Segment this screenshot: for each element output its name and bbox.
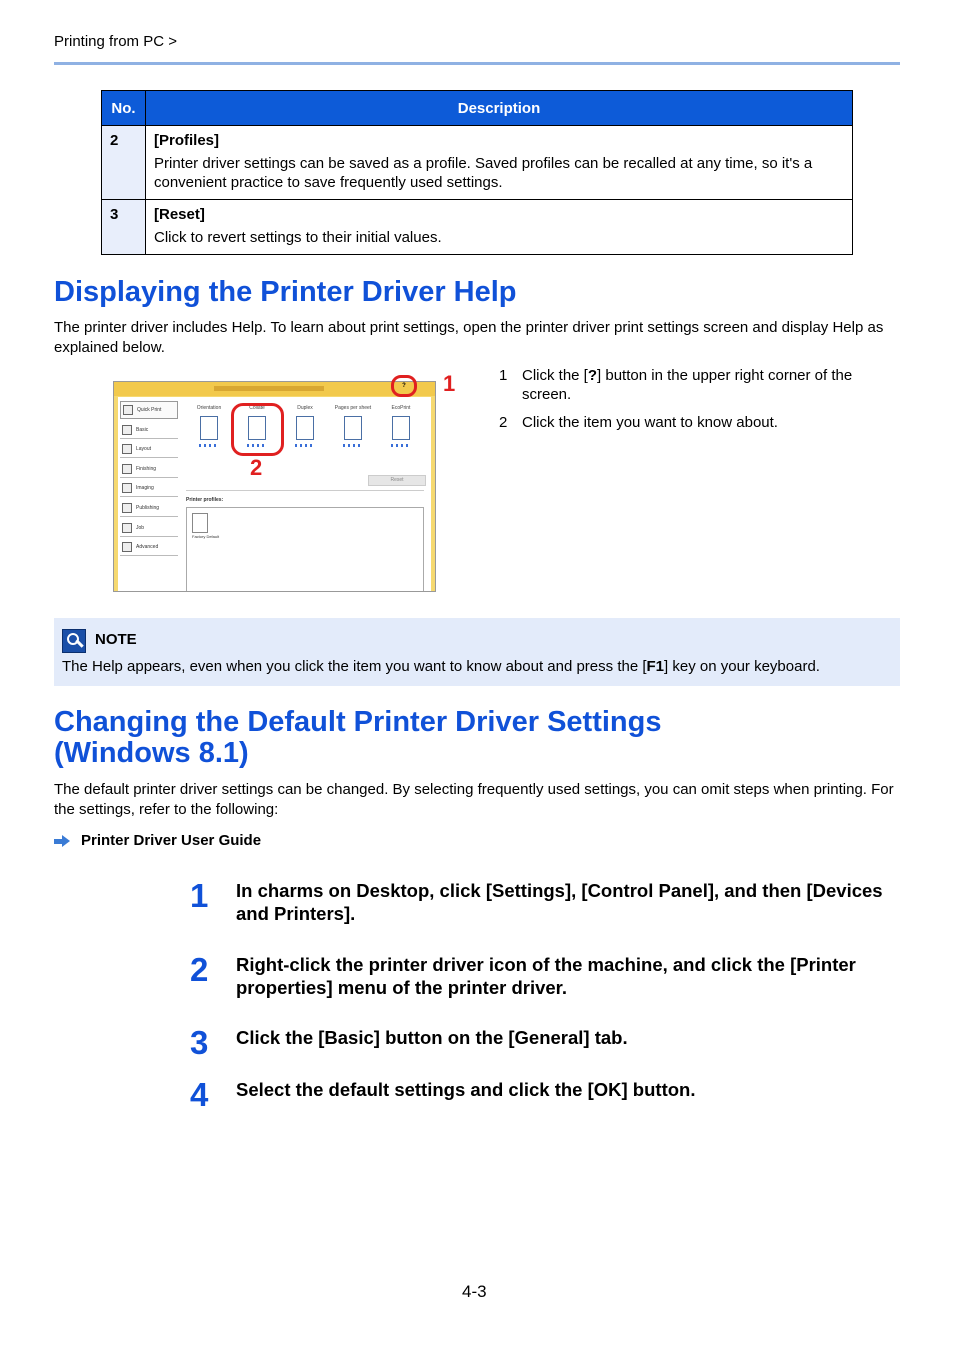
option-label: EcoPrint xyxy=(391,405,411,411)
dots-icon xyxy=(295,444,315,447)
finishing-icon xyxy=(122,464,132,474)
sidebar-item-layout xyxy=(120,441,178,458)
sidebar-item-label: Imaging xyxy=(136,485,154,492)
option-orientation xyxy=(186,405,232,447)
option-duplex xyxy=(282,405,328,447)
sidebar-item-label: Basic xyxy=(136,426,149,433)
step-number: 2 xyxy=(499,414,508,431)
option-ecoprint xyxy=(378,405,424,447)
step-text-pre: Click the [ xyxy=(522,367,588,384)
divider xyxy=(186,490,424,491)
sidebar-item-quick-print xyxy=(120,401,178,419)
profile-card-label: Factory Default xyxy=(192,534,220,539)
sidebar-item-label: Job xyxy=(136,524,145,531)
callout-2: 2 xyxy=(250,455,263,480)
screenshot-options xyxy=(186,405,422,475)
callout-1: 1 xyxy=(443,371,456,396)
driver-guide-link[interactable] xyxy=(54,832,261,849)
heading-line-2: (Windows 8.1) xyxy=(54,737,249,769)
dots-icon xyxy=(343,444,363,447)
note-text-pre: The Help appears, even when you click the item you want to know about and press the [ xyxy=(62,658,647,675)
sidebar-item-finishing xyxy=(120,461,178,478)
list-item xyxy=(499,413,879,432)
help-steps xyxy=(499,366,879,441)
link-text[interactable]: Printer Driver User Guide xyxy=(81,832,262,849)
note-text xyxy=(62,658,898,675)
job-icon xyxy=(122,523,132,533)
advanced-icon xyxy=(122,542,132,552)
section-heading-help: Displaying the Printer Driver Help xyxy=(54,276,517,308)
blurred-title xyxy=(214,386,324,391)
section-intro-help: The printer driver includes Help. To learn about print settings, open the printer driver print settings screen and display Help as explained below. xyxy=(54,319,884,356)
row-title: [Reset] xyxy=(154,206,205,223)
list-item xyxy=(499,366,879,404)
screenshot-sidebar xyxy=(120,401,178,591)
table-cell-no: 2 xyxy=(102,126,146,200)
table-cell-description xyxy=(146,126,853,200)
layout-icon xyxy=(122,444,132,454)
step-text: Right-click the printer driver icon of the machine, and click the [Printer properties] menu of the printer driver. xyxy=(236,954,856,998)
step-text: Click the [Basic] button on the [General] tab. xyxy=(236,1027,628,1048)
table-header-row xyxy=(102,91,853,126)
page-icon xyxy=(200,416,218,440)
row-title: [Profiles] xyxy=(154,132,220,149)
arrow-right-icon xyxy=(54,835,70,847)
sidebar-item-label: Layout xyxy=(136,446,152,453)
step-number: 2 xyxy=(190,951,209,988)
step-text: Click the item you want to know about. xyxy=(522,414,778,431)
section-heading-defaults xyxy=(54,707,661,769)
step-text: Select the default settings and click the [OK] button. xyxy=(236,1079,696,1100)
table-cell-no: 3 xyxy=(102,200,146,255)
printer-profiles-label: Printer profiles: xyxy=(186,497,224,503)
sidebar-item-label: Quick Print xyxy=(137,407,162,413)
column-header-no: No. xyxy=(102,91,146,126)
description-table xyxy=(101,90,853,255)
note-icon xyxy=(62,629,86,653)
breadcrumb[interactable]: Printing from PC > xyxy=(54,33,177,50)
printer-profiles-box xyxy=(186,507,424,591)
note-key: F1 xyxy=(646,658,665,675)
sidebar-item-publishing xyxy=(120,500,178,517)
note-label: NOTE xyxy=(95,631,137,648)
section-intro-defaults: The default printer driver settings can be changed. By selecting frequently used settings, you can omit steps when printing. For the settings, refer to the following: xyxy=(54,781,894,818)
option-label: Pages per sheet xyxy=(334,405,372,411)
option-pages-per-sheet xyxy=(330,405,376,447)
imaging-icon xyxy=(122,483,132,493)
sidebar-item-advanced xyxy=(120,539,178,556)
page-number: 4-3 xyxy=(462,1282,487,1301)
sidebar-item-label: Publishing xyxy=(136,504,160,511)
row-text: Click to revert settings to their initial values. xyxy=(154,229,442,246)
step-number: 3 xyxy=(190,1024,209,1061)
help-button-highlight xyxy=(391,375,417,397)
table-cell-description xyxy=(146,200,853,255)
note-icon-pen xyxy=(75,639,83,647)
duplex-icon xyxy=(296,416,314,440)
note-text-post: ] key on your keyboard. xyxy=(664,658,820,675)
table-row xyxy=(102,200,853,255)
sidebar-item-label: Advanced xyxy=(136,544,159,551)
option-label: Orientation xyxy=(196,405,222,411)
step-key: ? xyxy=(587,367,598,384)
sidebar-item-imaging xyxy=(120,480,178,497)
step-text: In charms on Desktop, click [Settings], [Control Panel], and then [Devices and Printers]. xyxy=(236,880,883,924)
collate-highlight xyxy=(231,403,284,456)
profile-card xyxy=(192,513,208,533)
heading-line-1: Changing the Default Printer Driver Settings xyxy=(54,706,662,738)
sidebar-item-job xyxy=(120,520,178,537)
reset-button: Reset xyxy=(368,475,426,486)
publishing-icon xyxy=(122,503,132,513)
step-number: 1 xyxy=(190,877,209,914)
option-label: Collate xyxy=(249,405,265,411)
print-icon xyxy=(123,405,133,415)
dots-icon xyxy=(199,444,219,447)
step-text-post: ] button in the upper right corner of the screen. xyxy=(522,367,853,403)
step-number: 1 xyxy=(499,367,508,384)
row-text: Printer driver settings can be saved as a profile. Saved profiles can be recalled at any time, so it's a convenient practice to save frequently used settings. xyxy=(154,155,813,191)
pages-icon xyxy=(344,416,362,440)
option-label: Duplex xyxy=(297,405,313,411)
header-rule xyxy=(54,62,900,65)
help-icon: ? xyxy=(400,382,408,390)
dots-icon xyxy=(391,444,411,447)
sidebar-item-label: Finishing xyxy=(136,465,157,472)
step-text xyxy=(522,366,879,404)
column-header-description: Description xyxy=(146,91,853,126)
ecoprint-icon xyxy=(392,416,410,440)
basic-icon xyxy=(122,425,132,435)
sidebar-item-basic xyxy=(120,422,178,439)
screenshot-titlebar xyxy=(114,382,435,396)
step-number: 4 xyxy=(190,1076,209,1113)
table-row xyxy=(102,126,853,200)
note-box xyxy=(54,618,900,686)
